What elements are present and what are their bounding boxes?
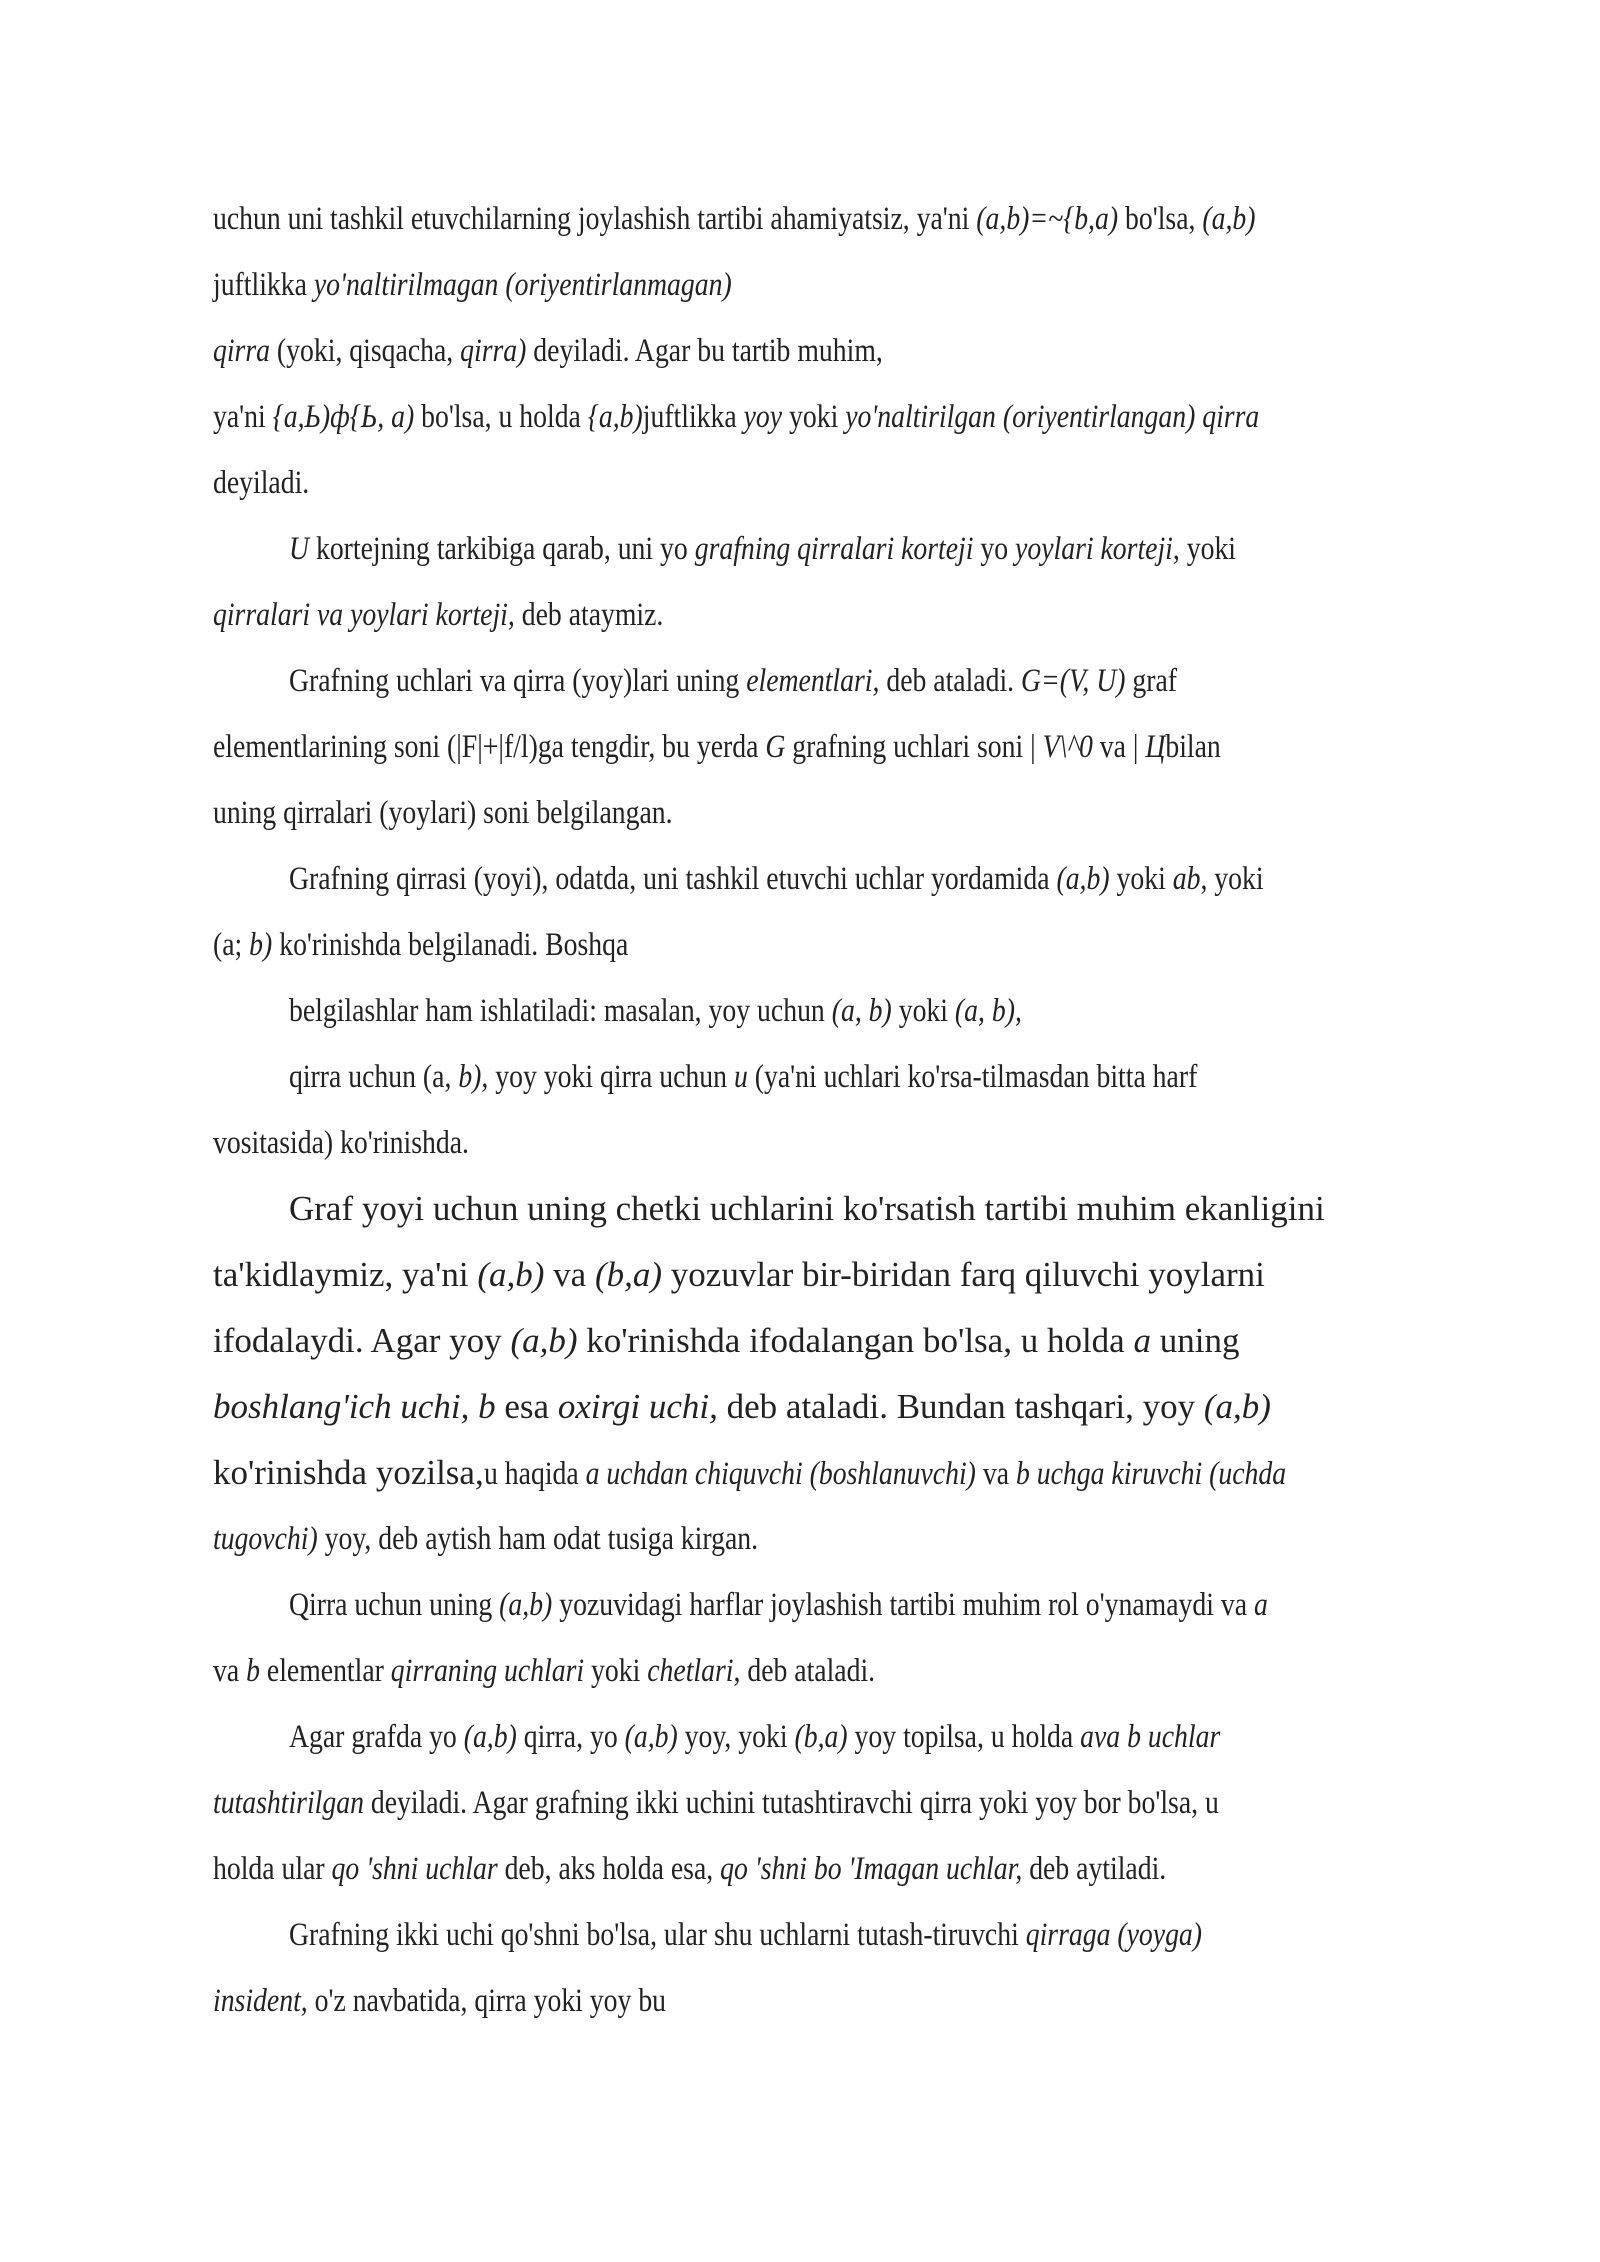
text-line: insident, o'z navbatida, qirra yoki yoy bu	[213, 1983, 667, 2019]
text-line: juftlikka yo'naltirilmagan (oriyentirlanmagan)	[213, 267, 732, 303]
text-line: ta'kidlaymiz, ya'ni (a,b) va (b,a) yozuvlar bir-biridan farq qiluvchi yoylarni	[213, 1255, 1265, 1294]
text-line: Grafning ikki uchi qo'shni bo'lsa, ular shu uchlarni tutash-tiruvchi qirraga (yoyga)	[289, 1917, 1203, 1953]
text-line: Graf yoyi uchun uning chetki uchlarini ko'rsatish tartibi muhim ekanligini	[289, 1189, 1325, 1228]
text-line: deyiladi.	[213, 465, 310, 501]
text-line: tutashtirilgan deyiladi. Agar grafning ikki uchini tutashtiravchi qirra yoki yoy bor bo'lsa, u	[213, 1785, 1219, 1821]
text-line: ya'ni {a,Ь)ф{Ь, a) bo'lsa, u holda {a,b)juftlikka yoy yoki yo'naltirilgan (oriyentirlangan) qirra	[213, 399, 1260, 435]
text-line: Grafning uchlari va qirra (yoy)lari uning elementlari, deb ataladi. G=(V, U) graf	[289, 663, 1178, 699]
paragraph	[213, 846, 1430, 978]
paragraph	[213, 648, 1430, 846]
text-line: belgilashlar ham ishlatiladi: masalan, yoy uchun (a, b) yoki (a, b),	[289, 993, 1022, 1029]
text-line: Grafning qirrasi (yoyi), odatda, uni tashkil etuvchi uchlar yordamida (a,b) yoki ab, yoki	[289, 861, 1264, 897]
text-line: boshlang'ich uchi, b esa oxirgi uchi, deb ataladi. Bundan tashqari, yoy (a,b)	[213, 1387, 1271, 1426]
text-line: Agar grafda yo (a,b) qirra, yo (a,b) yoy, yoki (b,a) yoy topilsa, u holda ava b uchlar	[289, 1719, 1221, 1755]
text-line: elementlarining soni (|F|+|f/l)ga tengdir, bu yerda G grafning uchlari soni | V\^0 va | Цbilan	[213, 729, 1221, 765]
paragraph	[213, 186, 1430, 516]
text-line: qirra (yoki, qisqacha, qirra) deyiladi. Agar bu tartib muhim,	[213, 333, 883, 369]
paragraph	[213, 1176, 1430, 1572]
text-line: tugovchi) yoy, deb aytish ham odat tusiga kirgan.	[213, 1521, 759, 1557]
text-line: (a; b) ko'rinishda belgilanadi. Boshqa	[213, 927, 629, 963]
text-line: vositasida) ko'rinishda.	[213, 1125, 469, 1161]
text-line: qirralari va yoylari korteji, deb ataymiz.	[213, 597, 664, 633]
text-line: va b elementlar qirraning uchlari yoki chetlari, deb ataladi.	[213, 1653, 876, 1689]
text-line: ko'rinishda yozilsa,u haqida a uchdan chiquvchi (boshlanuvchi) va b uchga kiruvchi (uchda	[213, 1453, 1286, 1492]
text-line: Qirra uchun uning (a,b) yozuvidagi harflar joylashish tartibi muhim rol o'ynamaydi va a	[289, 1587, 1268, 1623]
text-line: holda ular qo 'shni uchlar deb, aks holda esa, qo 'shni bo 'Imagan uchlar, deb aytiladi.	[213, 1851, 1167, 1887]
text-line: uning qirralari (yoylari) soni belgilangan.	[213, 795, 673, 831]
text-line: U kortejning tarkibiga qarab, uni yo grafning qirralari korteji yo yoylari korteji, yoki	[289, 531, 1237, 567]
paragraph	[213, 1572, 1430, 1704]
text-line: uchun uni tashkil etuvchilarning joylashish tartibi ahamiyatsiz, ya'ni (a,b)=~{b,a) bo'lsa, (a,b)	[213, 201, 1256, 237]
paragraph	[213, 516, 1430, 648]
text-line: qirra uchun (a, b), yoy yoki qirra uchun u (ya'ni uchlari ko'rsa-tilmasdan bitta harf	[289, 1059, 1198, 1095]
paragraph	[213, 1704, 1430, 1902]
text-line: ifodalaydi. Agar yoy (a,b) ko'rinishda ifodalangan bo'lsa, u holda a uning	[213, 1321, 1240, 1360]
paragraph	[213, 1044, 1430, 1176]
paragraph	[213, 978, 1430, 1044]
paragraph	[213, 1902, 1430, 2034]
